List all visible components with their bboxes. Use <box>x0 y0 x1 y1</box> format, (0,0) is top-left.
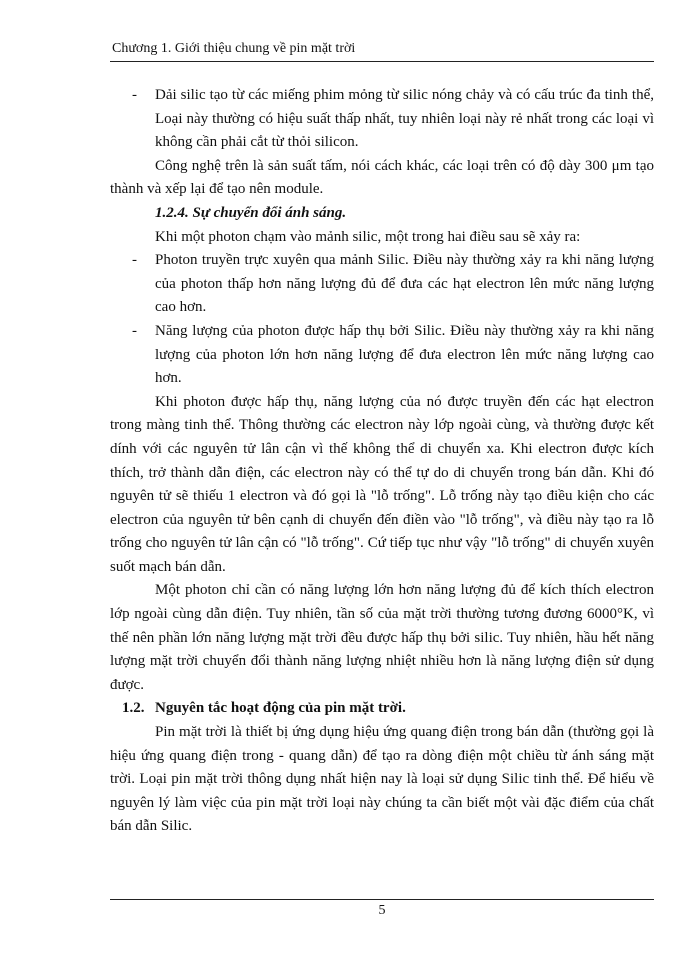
bullet-dash: - <box>132 87 137 103</box>
bullet-text: Photon truyền trực xuyên qua mảnh Silic. Điều này thường xảy ra khi năng lượng của photon thấp hơn năng lượng đủ để đưa các hạt electron lên mức năng lượng cao hơn. <box>155 252 654 316</box>
bullet-text: Dải silic tạo từ các miếng phim mỏng từ silic nóng chảy và có cấu trúc đa tinh thể, Loại này thường có hiệu suất thấp nhất, tuy nhiên loại này rẻ nhất trong các loại vì không cần phải cắt từ thỏi silicon. <box>155 87 654 151</box>
paragraph: Pin mặt trời là thiết bị ứng dụng hiệu ứng quang điện trong bán dẫn (thường gọi là hiệu ứng quang điện trong - quang dẫn) để tạo ra dòng điện một chiều từ ánh sáng mặt trời. Loại pin mặt trời thông dụng nhất hiện nay là loại sử dụng Silic tinh thể. Để hiểu về nguyên lý làm việc của pin mặt trời loại này chúng ta cần biết một vài đặc điểm của chất bán dẫn Silic. <box>110 724 654 835</box>
bullet-text: Năng lượng của photon được hấp thụ bởi Silic. Điều này thường xảy ra khi năng lượng của photon lớn hơn năng lượng để đưa electron lên mức năng lượng cao hơn. <box>155 322 654 387</box>
section-number: 1.2. <box>122 700 145 717</box>
bullet-item <box>110 84 654 155</box>
paragraph: Khi một photon chạm vào mảnh silic, một trong hai điều sau sẽ xảy ra: <box>155 228 581 245</box>
paragraph: Công nghệ trên là sản suất tấm, nói cách khác, các loại trên có độ dày 300 μm tạo thành và xếp lại để tạo nên module. <box>110 157 654 198</box>
paragraph: Khi photon được hấp thụ, năng lượng của nó được truyền đến các hạt electron trong màng tinh thể. Thông thường các electron này lớp ngoài cùng, và thường được kết dính với các nguyên tử lân cận vì thế không thể di chuyển xa. Khi electron được kích thích, trở thành dẫn điện, các electron này có thể tự do di chuyển trong bán dẫn. Khi đó nguyên tử sẽ thiếu 1 electron và đó gọi là "lỗ trống". Lỗ trống này tạo điều kiện cho các electron của nguyên tử bên cạnh di chuyển đến điền vào "lỗ trống", và điều này tạo ra lỗ trống cho nguyên tử lân cận có "lỗ trống". Cứ tiếp tục như vậy "lỗ trống" di chuyển xuyên suốt mạch bán dẫn. <box>110 393 654 575</box>
running-header: Chương 1. Giới thiệu chung về pin mặt trời <box>112 41 356 56</box>
section-heading-1-2 <box>110 697 654 721</box>
bullet-dash: - <box>132 252 137 269</box>
page-body <box>110 84 654 839</box>
bullet-dash: - <box>132 322 137 339</box>
header-divider <box>110 61 654 62</box>
section-heading-1-2-4: 1.2.4. Sự chuyển đổi ánh sáng. <box>155 204 347 221</box>
page-number: 5 <box>378 903 386 918</box>
paragraph: Một photon chỉ cần có năng lượng lớn hơn năng lượng đủ để kích thích electron lớp ngoài cùng dẫn điện. Tuy nhiên, tần số của mặt trời thường tương đương 6000°K, vì thế nên phần lớn năng lượng mặt trời đều được hấp thụ bởi silic. Tuy nhiên, hầu hết năng lượng mặt trời chuyển đổi thành năng lượng nhiệt nhiều hơn là năng lượng điện sử dụng được. <box>110 582 654 693</box>
footer-divider <box>110 899 654 900</box>
bullet-item <box>110 320 654 391</box>
bullet-item <box>110 249 654 320</box>
section-title: Nguyên tắc hoạt động của pin mặt trời. <box>155 700 406 717</box>
